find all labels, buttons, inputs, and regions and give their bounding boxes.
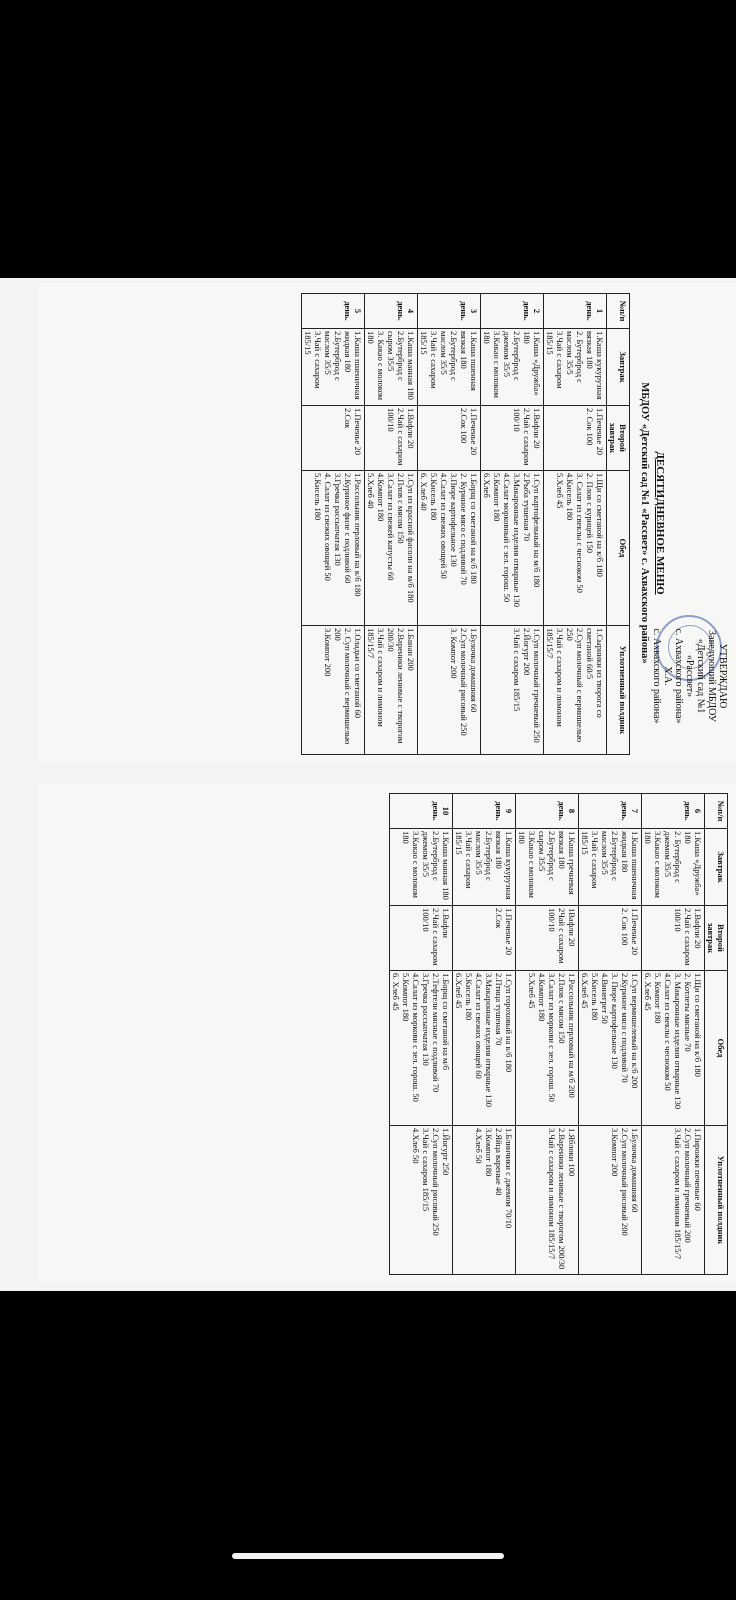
breakfast-cell: 1.Каша манная 180 2.Бутерброд с сыром 35/5 3. Какао с молоком 180: [365, 329, 418, 406]
breakfast-cell: 1.Каша кукурузная вязкая 180 2.Бутерброд с маслом 35/5 3.Чай с сахаром 185/15: [453, 829, 516, 906]
breakfast-cell: 1.Каша кукурузная вязкая 180 2. Бутерброд с маслом 35/5 3.Чай с сахаром 185/15: [544, 329, 607, 406]
snack-cell: 1.Блинчики с джемом 70/10 2.Яйца вареные 40 3.Компот 180 4.Хлеб 50: [453, 1126, 516, 1275]
day-cell: [418, 294, 481, 329]
table-row: [365, 294, 418, 755]
snack-cell: 1.Булочка домашняя 60 2.Суп молочный рисовый 250 3. Компот 200: [418, 626, 481, 755]
day-number: 10: [441, 806, 451, 816]
second-breakfast-cell: 1Вафли 20 2Чай с сахаром 100/10: [516, 906, 579, 971]
day-cell: [642, 794, 705, 829]
header-snack: Уплотненный полдник: [705, 1126, 728, 1275]
second-breakfast-cell: 1.Печенье 20 2.Сок 100: [418, 406, 481, 471]
header-day: №п/п: [607, 294, 630, 329]
document-subtitle: МБДОУ «Детский сад №1 «Рассвет» с. Ахвахского района»: [639, 382, 650, 664]
table-row: [516, 794, 579, 1275]
second-breakfast-cell: 1.Печенье 20 2.Сок: [453, 906, 516, 971]
header-breakfast: Завтрак: [607, 329, 630, 406]
snack-cell: 1.Яблоки 100 2.Вареники ленивые с творогом 200/30 3.Чай с сахаром и лимоном 185/15/7: [516, 1126, 579, 1275]
menu-table-part-2: [389, 793, 728, 1275]
day-number: 8: [567, 808, 577, 814]
approval-line: Заведующий МБДОУ: [706, 630, 717, 722]
snack-cell: 1.Суп молочный гречневый 250 2.Йогурт 200 3.Чай с сахаром 185/15: [481, 626, 544, 755]
lunch-cell: 1.Рассольник перловый на м/б 200 2.Плов с мясом 150 3.Салат из моркови с зел. горош. 50 4.Компот 180 5.Хлеб 45: [516, 971, 579, 1126]
day-cell: [544, 294, 607, 329]
day-cell: [302, 294, 365, 329]
second-breakfast-cell: 1.Печенье 20 2. Сок 100: [544, 406, 607, 471]
header-second-breakfast: Второй завтрак: [607, 406, 630, 471]
lunch-cell: 1.Щи со сметаной на к/б 180 2. Котлеты мясные 70 3. Макаронные изделия отварные 130 4.Салат из свеклы с чесноком 50 5. Компот 180 6. Хлеб 45: [642, 971, 705, 1126]
approval-line: Х.А.: [662, 666, 673, 686]
day-number: 4: [406, 308, 416, 314]
header-lunch: Обед: [705, 971, 728, 1126]
day-number: 5: [353, 308, 363, 314]
document-title: ДЕСЯТИДНЕВНОЕ МЕНЮ: [654, 451, 666, 595]
day-label: день.: [494, 801, 504, 821]
lunch-cell: 1.Суп картофельный на м/б 180 2.Рыба тушеная 70 3.Макаронные изделия отварные 130 4.Салат морковный с зел. горош. 50 5.Компот 180 6.Хлеб: [481, 471, 544, 626]
second-breakfast-cell: 1.Печенье 20 2.Сок: [302, 406, 365, 471]
day-cell: [390, 794, 453, 829]
second-breakfast-cell: 1.Вафли 20 2.Чай с сахаром 100/10: [365, 406, 418, 471]
day-label: день.: [522, 301, 532, 321]
snack-cell: 1.Банан 200 2.Вареники ленивые с творогом 200/30 3.Чай с сахаром и лимоном 185/15/7: [365, 626, 418, 755]
table-header-row: [607, 294, 630, 755]
lunch-cell: 1.Суп гороховый на к/б 180 2.Птица тушеная 70 3.Макаронные изделия отварные 130 4.Салат из свежих овощей 60 5.Кисель 180 6.Хлеб 45: [453, 971, 516, 1126]
day-number: 3: [469, 308, 479, 314]
lunch-cell: 1.Суп вермишелевый на к/б 200 2.Куриное мясо с подливой 70 3. Пюре картофельное 130 4.Винегрет 50 5.Кисель 180 6.Хлеб 45: [579, 971, 642, 1126]
snack-cell: 1.Йогурт 250 2.Суп молочный рисовый 250 3.Чай с сахаром 185/15 4.Хлеб 50: [390, 1126, 453, 1275]
breakfast-cell: 1.Каша манная 180 2.Бутерброд с джемом 35/5 3.Какао с молоком 180: [390, 829, 453, 906]
menu-page-2: [38, 783, 736, 1283]
day-cell: [579, 794, 642, 829]
header-breakfast: Завтрак: [705, 829, 728, 906]
day-cell: [453, 794, 516, 829]
day-cell: [481, 294, 544, 329]
lunch-cell: 1.Рассольник перловый на к/б 180 2.Куриное филе с подливой 60 3.Гречка рассыпчатая 130 4. Салат из свежих овощей 50 5.Кисель 180: [302, 471, 365, 626]
lunch-cell: 1.Борщ со сметаной на к/б 180 2. Куриное мясо с подливой 70 3.Пюре картофельное 130 4.Салат из свежих овощей 50 5.Кисель 180 6. Хлеб 40: [418, 471, 481, 626]
day-cell: [516, 794, 579, 829]
lunch-cell: 1.Суп из красной фасоли на м/б 180 2.Плов с мясом 150 3.Салат из свежей капусты 60 4.Компот 180 5.Хлеб 40: [365, 471, 418, 626]
table-row: [481, 294, 544, 755]
day-label: день.: [557, 801, 567, 821]
table-row: [453, 794, 516, 1275]
header-snack: Уплотненный полдник: [607, 626, 630, 755]
breakfast-cell: 1.Каша гречневая вязкая 180 2.Бутерброд с сыром 35/5 3.Какао с молоком 180: [516, 829, 579, 906]
day-number: 7: [630, 808, 640, 814]
document-photo: [0, 278, 736, 1291]
day-label: день.: [459, 301, 469, 321]
table-row: [642, 794, 705, 1275]
approval-line: «Детский сад №1: [695, 638, 706, 714]
day-label: день.: [431, 801, 441, 821]
snack-cell: 1.Оладьи со сметаной 60 2. Суп молочный с вермишелью 200 3.Компот 200: [302, 626, 365, 755]
day-label: день.: [585, 301, 595, 321]
snack-cell: 1.Булочка домашняя 60 2.Суп молочный рисовый 200 3.Компот 200: [579, 1126, 642, 1275]
approval-line: с. Ахвахского района»: [651, 628, 662, 724]
breakfast-cell: 1.Каша пшеничная жидкая 180 2.Бутерброд с маслом 35/5 3.Чай с сахаром 185/15: [302, 329, 365, 406]
header-lunch: Обед: [607, 471, 630, 626]
second-breakfast-cell: 1.Вафли 20 2.Чай с сахаром 100/10: [642, 906, 705, 971]
menu-table-part-1: [301, 293, 630, 755]
day-label: день.: [683, 801, 693, 821]
lunch-cell: 1.Щи со сметаной на к/б 180 2. Плов с курицей 150 3. Салат из свеклы с чесноком 50 4.Кисель 180 5.Хлеб 45: [544, 471, 607, 626]
lunch-cell: 1.Борщ со сметаной на м/б 2.Тефтели мясные с подливой 70 3.Гречка рассыпчатая 130 4.Салат из моркови с зел. горош. 50 5.Компот 180 6. Хлеб 45: [390, 971, 453, 1126]
second-breakfast-cell: 1.Печенье 20 2. Сок 100: [579, 906, 642, 971]
breakfast-cell: 1.Каша «Дружба» 180 2. Бутерброд с джемом 35/5 3.Какао с молоком 180: [642, 829, 705, 906]
breakfast-cell: 1.Каша пшеничная жидкая 180 2.Бутерброд с маслом 35/5 3.Чай с сахаром 185/15: [579, 829, 642, 906]
breakfast-cell: 1.Каша «Дружба» 180 2.Бутерброд с джемом 35/5 3.Какао с молоком 180: [481, 329, 544, 406]
day-number: 2: [532, 308, 542, 314]
table-row: [544, 294, 607, 755]
home-indicator[interactable]: [232, 1553, 504, 1559]
day-label: день.: [620, 801, 630, 821]
approval-line: с. Ахвахского района»: [673, 628, 684, 724]
snack-cell: 1.Пирожки печеные 60 2.Суп молочный гречневый 200 3.Чай с сахаром и лимоном 185/15/7: [642, 1126, 705, 1275]
approval-line: «Рассвет»: [684, 654, 695, 698]
day-cell: [365, 294, 418, 329]
header-second-breakfast: Второй завтрак: [705, 906, 728, 971]
breakfast-cell: 1.Каша пшенная вязкая 180 2.Бутерброд с маслом 35/5 3.Чай с сахаром 185/15: [418, 329, 481, 406]
table-row: [390, 794, 453, 1275]
table-row: [302, 294, 365, 755]
day-number: 9: [504, 808, 514, 814]
table-row: [579, 794, 642, 1275]
menu-page-1: [38, 283, 736, 763]
day-number: 1: [595, 308, 605, 314]
approval-line: УТВЕРЖДАЮ: [717, 643, 728, 709]
second-breakfast-cell: 1.Вафли 20 2.Чай с сахаром 100/10: [481, 406, 544, 471]
day-label: день.: [343, 301, 353, 321]
day-label: день.: [396, 301, 406, 321]
header-day: №п/п: [705, 794, 728, 829]
table-row: [418, 294, 481, 755]
day-number: 6: [693, 808, 703, 814]
second-breakfast-cell: 1.Вафли 2.Чай с сахаром 100/10: [390, 906, 453, 971]
snack-cell: 1.Сырники из творога со сметаной 60/5 2.Суп молочный с вермишелью 250 3.Чай с сахаром и лимоном 185/15/7: [544, 626, 607, 755]
table-header-row: [705, 794, 728, 1275]
